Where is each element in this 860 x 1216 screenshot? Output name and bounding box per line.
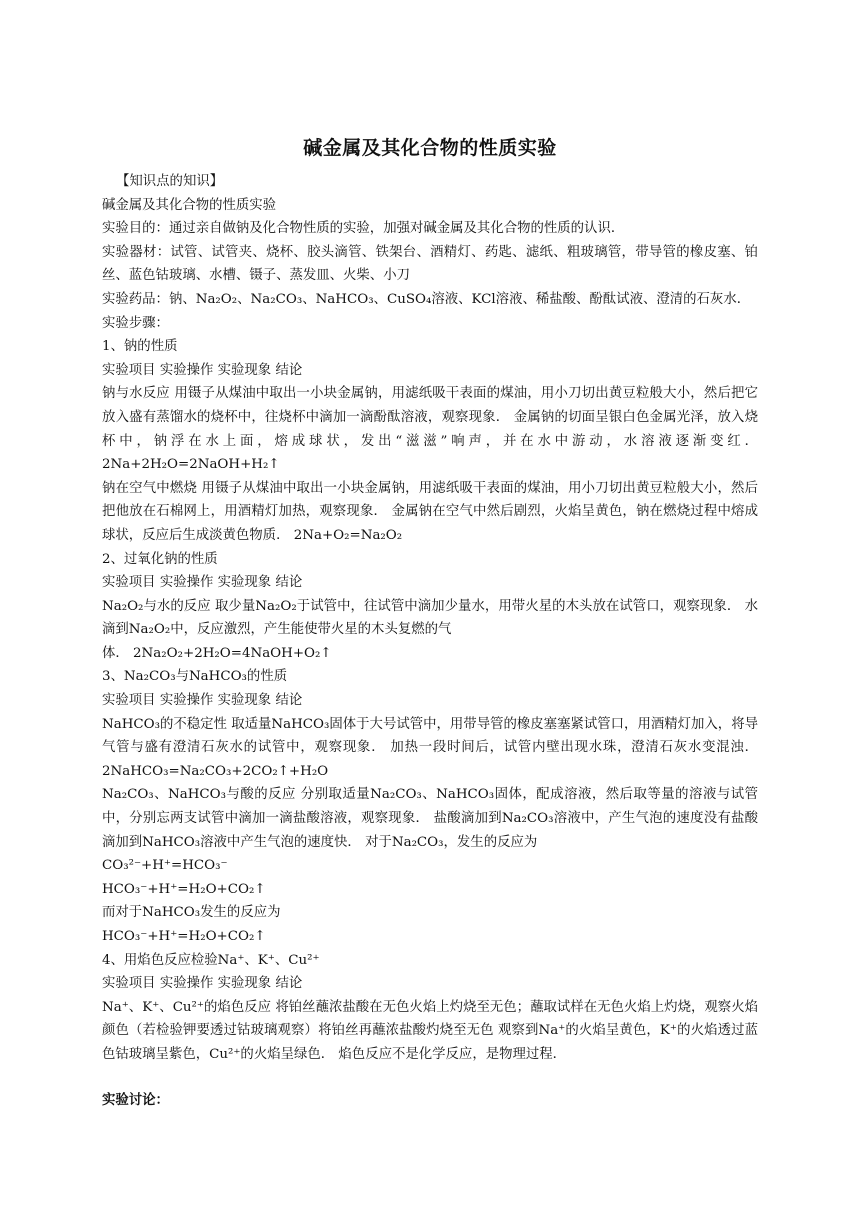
- section-heading: 碱金属及其化合物的性质实验: [102, 197, 277, 213]
- steps-label: 实验步骤：: [102, 315, 169, 331]
- subsection-sodium: 1、钠的性质: [102, 339, 178, 355]
- bicarbonate-reaction-label: 而对于NaHCO₃发生的反应为: [102, 905, 281, 921]
- sodium-water-paragraph: 钠与水反应 用镊子从煤油中取出一小块金属钠，用滤纸吸干表面的煤油，用小刀切出黄豆粒般大小，然后把它放入盛有蒸馏水的烧杯中，往烧杯中滴加一滴酚酞溶液，观察现象． 金属钠的切面呈银白色金属光泽，放入烧杯中，钠浮在水上面，熔成球状，发出“滋滋”响声，并在水中游动，水溶液逐渐变红． 2Na+2H₂O=2NaOH+H₂↑: [102, 386, 758, 473]
- peroxide-water-paragraph: Na₂O₂与水的反应 取少量Na₂O₂于试管中，往试管中滴加少量水，用带火星的木头放在试管口，观察现象． 水滴到Na₂O₂中，反应激烈，产生能使带火星的木头复燃的气: [102, 598, 758, 638]
- peroxide-equation-line: 体． 2Na₂O₂+2H₂O=4NaOH+O₂↑: [102, 645, 332, 661]
- equation-line: CO₃²⁻+H⁺=HCO₃⁻: [102, 858, 228, 874]
- equation-line: HCO₃⁻+H⁺=H₂O+CO₂↑: [102, 881, 266, 897]
- subsection-carbonates: 3、Na₂CO₃与NaHCO₃的性质: [102, 669, 288, 685]
- flame-test-paragraph: Na⁺、K⁺、Cu²⁺的焰色反应 将铂丝蘸浓盐酸在无色火焰上灼烧至无色；蘸取试样在无色火焰上灼烧，观察火焰颜色（若检验钾要透过钴玻璃观察）将铂丝再蘸浓盐酸灼烧至无色 观察到Na⁺的火焰呈黄色，K⁺的火焰透过蓝色钴玻璃呈紫色，Cu²⁺的火焰呈绿色． 焰色反应不是化学反应，是物理过程．: [102, 999, 758, 1062]
- equipment-paragraph: 实验器材：试管、试管夹、烧杯、胶头滴管、铁架台、酒精灯、药匙、滤纸、粗玻璃管，带导管的橡皮塞、铂丝、蓝色钴玻璃、水槽、镊子、蒸发皿、火柴、小刀: [102, 244, 758, 284]
- sodium-air-paragraph: 钠在空气中燃烧 用镊子从煤油中取出一小块金属钠，用滤纸吸干表面的煤油，用小刀切出黄豆粒般大小，然后把他放在石棉网上，用酒精灯加热，观察现象． 金属钠在空气中然后剧烈，火焰呈黄色，钠在燃烧过程中熔成球状，反应后生成淡黄色物质． 2Na+O₂=Na₂O₂: [102, 480, 758, 543]
- subsection-flame-test: 4、用焰色反应检验Na⁺、K⁺、Cu²⁺: [102, 952, 320, 968]
- document-body: [102, 170, 758, 1112]
- bicarbonate-instability-paragraph: NaHCO₃的不稳定性 取适量NaHCO₃固体于大号试管中，用带导管的橡皮塞塞紧试管口，用酒精灯加入，将导气管与盛有澄清石灰水的试管中，观察现象． 加热一段时间后，试管内壁出现水珠，澄清石灰水变混浊． 2NaHCO₃=Na₂CO₃+2CO₂↑+H₂O: [102, 716, 758, 779]
- carbonate-acid-paragraph: Na₂CO₃、NaHCO₃与酸的反应 分别取适量Na₂CO₃、NaHCO₃固体，配成溶液，然后取等量的溶液与试管中，分别忘两支试管中滴加一滴盐酸溶液，观察现象． 盐酸滴加到Na₂CO₃溶液中，产生气泡的速度没有盐酸滴加到NaHCO₃溶液中产生气泡的速度快． 对于Na₂CO₃，发生的反应为: [102, 787, 758, 850]
- table-header-row: 实验项目 实验操作 实验现象 结论: [102, 693, 303, 709]
- table-header-row: 实验项目 实验操作 实验现象 结论: [102, 976, 303, 992]
- document-title: 碱金属及其化合物的性质实验: [303, 137, 557, 159]
- subsection-peroxide: 2、过氧化钠的性质: [102, 551, 218, 567]
- equation-line: HCO₃⁻+H⁺=H₂O+CO₂↑: [102, 929, 266, 944]
- purpose-paragraph: 实验目的：通过亲自做钠及化合物性质的实验，加强对碱金属及其化合物的性质的认识．: [102, 221, 625, 237]
- reagents-paragraph: 实验药品：钠、Na₂O₂、Na₂CO₃、NaHCO₃、CuSO₄溶液、KCl溶液、稀盐酸、酚酞试液、澄清的石灰水．: [102, 291, 751, 307]
- table-header-row: 实验项目 实验操作 实验现象 结论: [102, 362, 303, 378]
- table-header-row: 实验项目 实验操作 实验现象 结论: [102, 575, 303, 591]
- knowledge-tag: 【知识点的知识】: [116, 174, 224, 189]
- discussion-heading: 实验讨论：: [102, 1091, 169, 1108]
